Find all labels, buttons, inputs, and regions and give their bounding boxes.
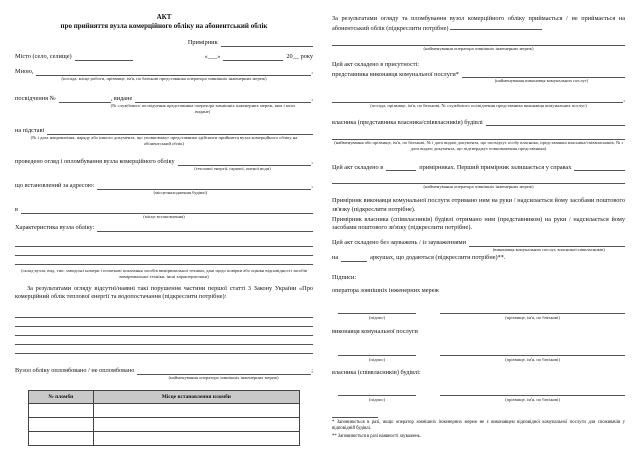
remarks-row — [332, 239, 625, 247]
doc-title: АКТ — [156, 13, 172, 21]
note-survey: (теплової енергії, гарячої, питної води) — [194, 165, 271, 171]
signature-line — [338, 312, 416, 314]
city-date-row — [15, 53, 313, 61]
by-label: Мною, — [15, 68, 34, 76]
blank-line — [15, 247, 313, 256]
place-label: в — [15, 205, 18, 213]
note-place: (місце встановлення) — [143, 213, 185, 219]
copies-count-fill — [386, 163, 416, 171]
signature-line — [338, 354, 416, 356]
place-fill-line — [21, 206, 313, 214]
copies-keeper-fill — [574, 163, 625, 171]
copies-pre-label: Цей акт складено в — [332, 163, 384, 171]
name-line — [440, 312, 625, 314]
note-operator: (найменування оператора зовнішніх інженерних мереж) — [423, 46, 534, 52]
seal-place-header: Місце встановлення пломби — [93, 390, 299, 403]
sealed-label: Вузол обліку опломбовано / не опломбовано — [15, 367, 135, 375]
blank-line — [332, 131, 625, 140]
signature-column — [338, 312, 416, 320]
table-row — [29, 431, 300, 445]
basis-row — [15, 127, 313, 135]
note-certificate: (№ службового посвідчення представника оператора зовнішніх інженерних мереж, ким і коли видане) — [110, 102, 295, 114]
seal-place-cell — [93, 417, 299, 431]
sheets-post-label: аркушах, що додаються (підкреслити потрібне)**. — [370, 254, 506, 262]
owner-row — [332, 118, 625, 126]
survey-row — [15, 158, 313, 166]
sealed-row — [15, 367, 313, 375]
name-line — [440, 394, 625, 396]
name-caption: (прізвище, ім'я, по батькові) — [505, 356, 560, 362]
provider-details-row — [332, 95, 625, 103]
survey-label: проведено огляд і опломбування вузла комерційного обліку — [15, 157, 175, 165]
basis-fill-line — [47, 127, 313, 135]
acceptance-text: За результатами огляду та пломбування вузол комерційного обліку приймається / не приймається на абонентський облік (підкреслити потрібне) — [332, 15, 625, 33]
signature-block-provider-label: виконавця комунальної послуги — [332, 328, 418, 336]
footnote-2: ** Заповнюється в разі наявності зауважень. — [332, 434, 421, 440]
note-by: (посада, місце роботи, прізвище, ім'я, по батькові представника оператора зовнішніх інженерних мереж) — [61, 75, 267, 81]
comma: , — [311, 68, 313, 76]
signature-block-operator-label: оператора зовнішніх інженерних мереж — [332, 287, 439, 295]
date-fill-line — [223, 53, 283, 61]
owner-label: власника (представника власника/співвласників) будівлі — [332, 118, 483, 126]
seal-number-cell — [29, 431, 94, 445]
copy-number-row — [15, 39, 313, 47]
characteristics-row — [15, 224, 313, 232]
comma: , — [311, 157, 313, 165]
comma: , — [311, 181, 313, 189]
characteristics-label: Характеристика вузла обліку: — [15, 223, 95, 231]
name-column — [440, 394, 625, 402]
certificate-label: посвідчення № — [15, 94, 56, 102]
seal-number-header: № пломби — [29, 390, 94, 403]
provider-fill-line — [462, 70, 625, 78]
signature-line — [338, 394, 416, 396]
seal-place-cell — [93, 403, 299, 417]
presence-label: Цей акт складено в присутності: — [332, 61, 420, 69]
blank-line — [15, 238, 313, 247]
copy-fill-line — [221, 39, 313, 47]
name-column — [440, 354, 625, 362]
seal-number-cell — [29, 417, 94, 431]
name-column — [440, 312, 625, 320]
blank-line — [15, 345, 313, 354]
provider-details-fill — [332, 95, 623, 103]
signature-column — [338, 394, 416, 402]
address-row — [15, 182, 313, 190]
name-caption: (прізвище, ім'я, по батькові) — [505, 396, 560, 402]
city-fill-line — [75, 53, 133, 61]
acceptance-paragraph — [332, 15, 625, 33]
table-row — [29, 417, 300, 431]
copy-provider-paragraph: Примірник виконавця комунальної послуги отримано ним на руки / надсилається йому засобами поштового зв'язку (підкреслити потрібне). — [332, 197, 625, 213]
signature-row-owner — [332, 394, 625, 402]
basis-label: на підставі — [15, 126, 45, 134]
semicolon: ; — [311, 367, 313, 375]
copy-label: Примірник — [187, 39, 218, 47]
city-label: Місто (село, селище) — [15, 53, 72, 61]
comma: , — [623, 95, 625, 103]
copies-post-label: примірниках. Перший примірник залишається у справах — [419, 163, 572, 171]
doc-subtitle: про прийняття вузла комерційного обліку на абонентський облік — [60, 22, 268, 31]
survey-fill-line — [178, 158, 312, 166]
copies-row — [332, 163, 625, 171]
certificate-number-fill — [59, 95, 111, 103]
remarks-label: Цей акт складено без зауважень / із зауваженнями — [332, 239, 466, 247]
note-basis: (№ і дата направлення, наряду або іншого документа, що уповноважує представника здійснити прийняття вузла комерційного обліку на абонентський облік) — [30, 134, 298, 146]
signature-caption: (підпис) — [368, 315, 386, 321]
blank-line — [332, 175, 625, 184]
certificate-issued-fill — [135, 95, 311, 103]
address-fill-line — [97, 182, 311, 190]
signature-block-owner-label: власника (співвласників) будівлі: — [332, 368, 421, 376]
blank-line — [15, 318, 313, 327]
note-sealed: (найменування оператора зовнішніх інженерних мереж) — [168, 374, 279, 380]
sheets-count-fill — [341, 254, 367, 262]
sheets-pre-label: на — [332, 254, 339, 262]
signatures-title: Підписи: — [332, 273, 357, 281]
note-remarks: (виконавця комунальних послуг, власника/співвласників) — [492, 247, 605, 253]
certificate-issued-label: , видане — [110, 94, 133, 102]
address-label: що встановлений за адресою: — [15, 181, 95, 189]
note-operator-2: (найменування оператора зовнішніх інженерних мереж) — [423, 184, 534, 190]
provider-label: представника виконавця комунальної послуги* — [332, 70, 459, 78]
sealed-fill-line — [137, 367, 311, 375]
violations-paragraph: За результатами огляду відсутні/наявні такі порушення частини першої статті 3 Закону України «Про комерційний облік теплової енергії та водопостачання (підкреслити потрібне): — [15, 284, 313, 300]
table-row — [29, 403, 300, 417]
note-provider: (найменування виконавця комунальних послуг) — [494, 78, 589, 84]
note-provider-details: (посада, прізвище, ім'я, по батькові, № службового посвідчення представника виконавця комунальних послуг) — [370, 103, 587, 109]
sheets-row — [332, 254, 625, 262]
signature-row-operator — [332, 312, 625, 320]
characteristics-fill-line — [97, 224, 313, 232]
seals-table-header-row — [29, 390, 300, 403]
signature-row-provider — [332, 354, 625, 362]
signature-caption: (підпис) — [368, 396, 386, 402]
note-owner: (найменування або прізвище, ім'я, по батькові, № і дата видачі документа, що посвідчує особу власника, представника власника/співвласників, № і дата видачі документа, що підтверджує повноваження представника) — [334, 140, 623, 152]
remarks-fill-line — [469, 239, 625, 247]
blank-line — [15, 256, 313, 265]
copy-owner-paragraph: Примірник власника (співвласників) будівлі отримано ним (представником) на руки / надсилається йому засобами поштового зв'язку (підкреслити потрібне). — [332, 215, 625, 231]
blank-line — [332, 37, 625, 46]
by-fill-line — [36, 68, 311, 76]
name-caption: (прізвище, ім'я, по батькові) — [505, 315, 560, 321]
name-line — [440, 354, 625, 356]
note-address: (місцезнаходження будівлі) — [153, 189, 208, 195]
date-year: 20__ року — [286, 53, 313, 61]
date-quote: «___» — [204, 53, 221, 61]
blank-line — [15, 336, 313, 345]
signature-column — [338, 354, 416, 362]
footnote-divider — [332, 417, 378, 419]
blank-line — [15, 327, 313, 336]
owner-fill-line — [486, 118, 625, 126]
note-characteristics: (склад вузла, вид, тип, заводські номери і початкові показання засобів вимірювальної техніки, дані щодо повірки або оцінки відповідності засобів вимірювальної техніки, інші характеристики) — [20, 267, 308, 279]
signature-caption: (підпис) — [368, 356, 386, 362]
seal-number-cell — [29, 403, 94, 417]
seals-table — [28, 390, 300, 446]
page-right — [320, 0, 640, 452]
blank-line — [15, 309, 313, 318]
provider-row — [332, 70, 625, 78]
by-row — [15, 68, 313, 76]
footnote-1: * Заповнюється в разі, якщо оператор зовнішніх інженерних мереж не є виконавцем відповідної комунальної послуги для споживачів у відповідній будівлі. — [332, 419, 625, 432]
seal-place-cell — [93, 431, 299, 445]
acceptance-fill-line — [450, 23, 542, 30]
place-row — [15, 206, 313, 214]
certificate-row — [15, 95, 313, 103]
comma: , — [311, 94, 313, 102]
